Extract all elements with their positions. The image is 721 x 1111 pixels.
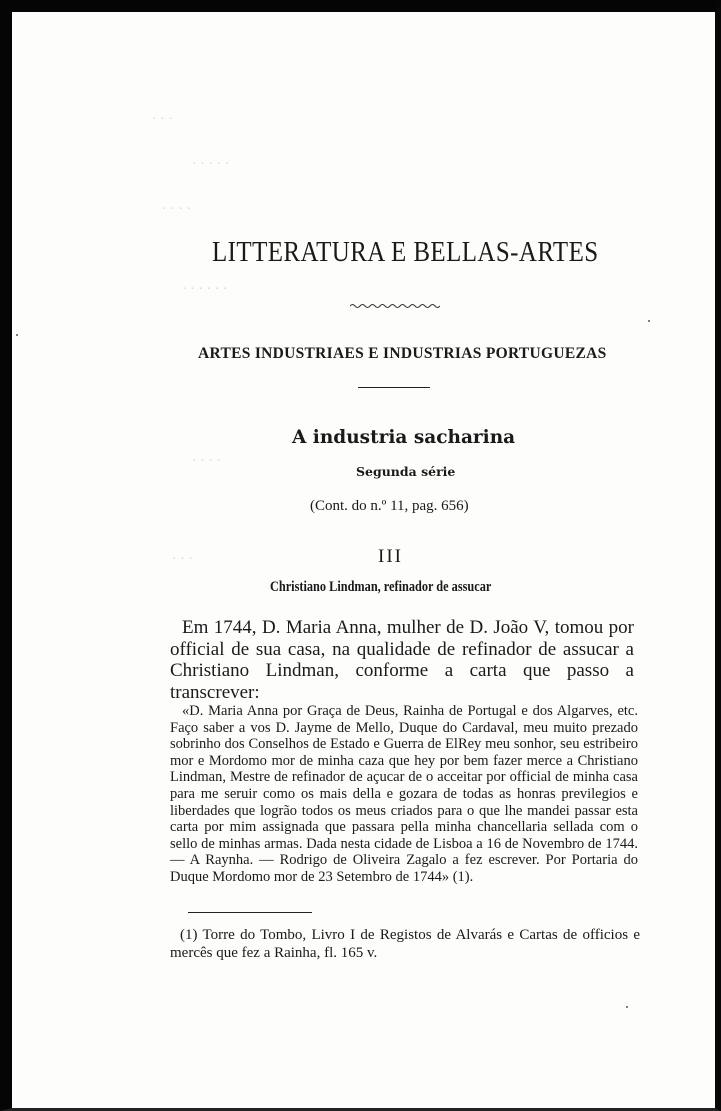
bleed-through-mark: · · · · · — [192, 157, 230, 172]
section-title: LITTERATURA E BELLAS-ARTES — [212, 236, 599, 268]
bleed-through-mark: · · · · — [162, 202, 192, 217]
bleed-through-mark: · · · · — [192, 454, 222, 469]
bleed-through-mark: · · · · · · — [182, 282, 228, 297]
bleed-through-mark: · · · — [172, 552, 193, 567]
footnote: (1) Torre do Tombo, Livro I de Registos de Alvarás e Cartas de officios e mercês que fez a Rainha, fl. 165 v. — [170, 927, 640, 961]
chapter-number: III — [378, 546, 403, 567]
divider-rule — [358, 387, 430, 388]
chapter-title: Christiano Lindman, refinador de assucar — [270, 579, 492, 595]
continuation-note: (Cont. do n.º 11, pag. 656) — [310, 498, 469, 514]
body-paragraph: Em 1744, D. Maria Anna, mulher de D. João V, tomou por official de sua casa, na qualidade de refinador de assucar a Christiano Lindman, conforme a carta que passo a transcrever: — [170, 617, 634, 703]
subsection-title: ARTES INDUSTRIAES E INDUSTRIAS PORTUGUEZAS — [198, 345, 607, 362]
quoted-letter: «D. Maria Anna por Graça de Deus, Rainha de Portugal e dos Algarves, etc. Faço saber a vos D. Jayme de Mello, Duque do Cardaval, meu muito prezado sobrinho dos Conselhos de Estado e Guerra de ElRey meu sonhor, seu estribeiro mor e Mordomo mor de minha caza que hey por bem fazer merce a Christiano Lindman, Mestre de refinador de açucar de o acceitar por official de minha casa para me seruir como os mais della e gozara de todas as honras previlegios e liberdades que logrão todos os meus criados para o que lhe mandei passar esta carta por mim assignada que passara pella minha chancellaria sellada com o sello de minhas armas. Dada nesta cidade de Lisboa a 16 de Novembro de 1744. — A Raynha. — Rodrigo de Oliveira Zagalo a fez escrever. Por Portaria do Duque Mordomo mor de 23 Setembro de 1744» (1). — [170, 703, 638, 885]
wavy-ornament — [350, 302, 440, 310]
speck — [626, 1006, 628, 1008]
article-title: A industria sacharina — [292, 427, 516, 448]
footnote-rule — [188, 912, 312, 913]
bleed-through-mark: · · · — [152, 112, 173, 127]
speck — [648, 320, 650, 322]
speck — [16, 334, 18, 336]
series-label: Segunda série — [356, 464, 456, 479]
